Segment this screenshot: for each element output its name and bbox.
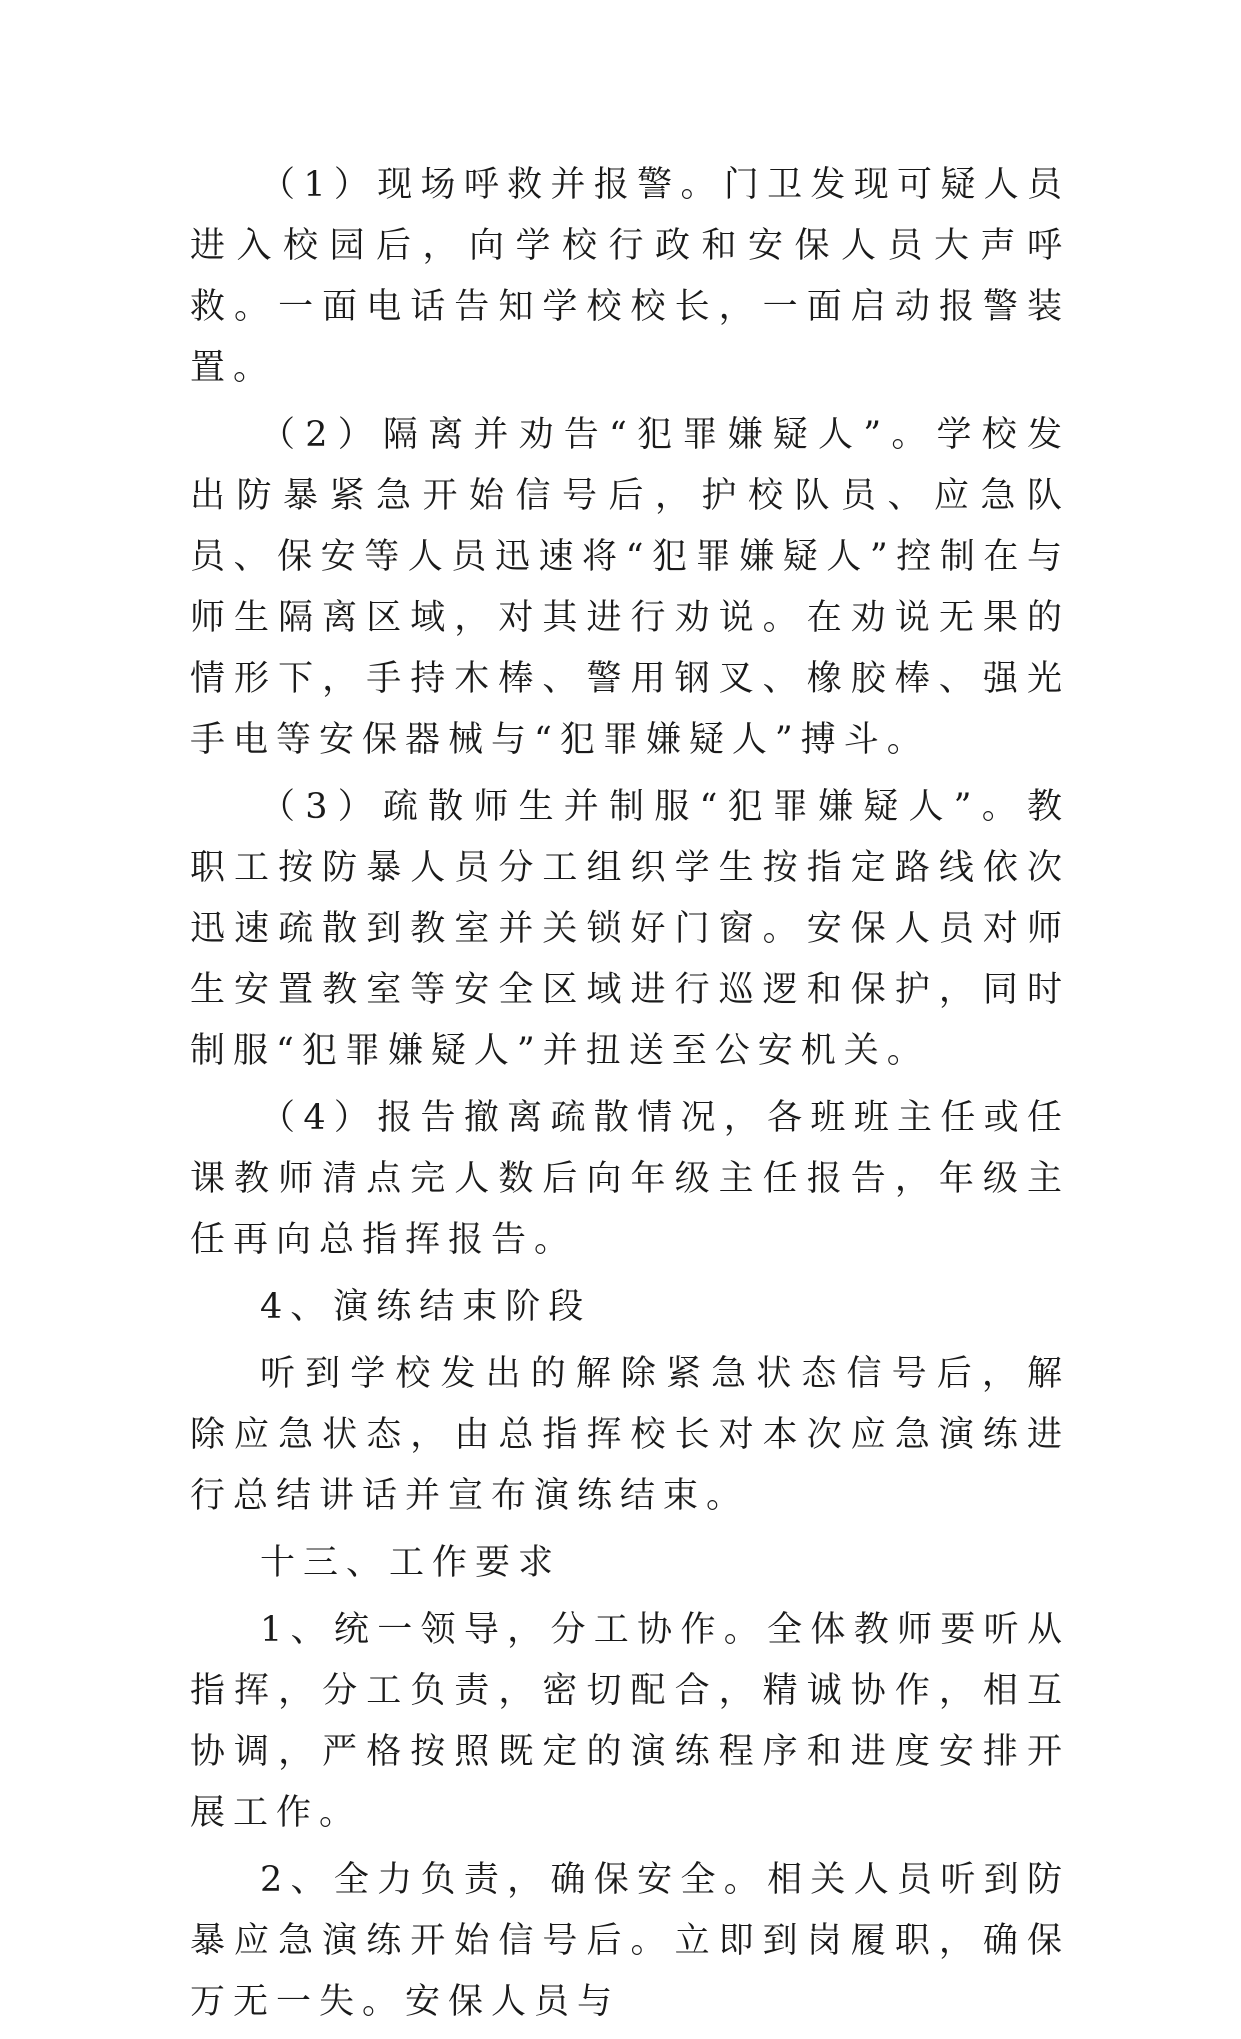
paragraph-step-4-report: （4）报告撤离疏散情况，各班班主任或任课教师清点完人数后向年级主任报告，年级主任再向总指挥报告。 [190,1098,1070,1260]
paragraph-requirement-1: 1、统一领导，分工协作。全体教师要听从指挥，分工负责，密切配合，精诚协作，相互协调，严格按照既定的演练程序和进度安排开展工作。 [190,1610,1070,1833]
document-body [190,155,1070,2039]
paragraph-requirement-2: 2、全力负责，确保安全。相关人员听到防暴应急演练开始信号后。立即到岗履职，确保万无一失。安保人员与 [190,1860,1070,2022]
section-heading-drill-end: 4、演练结束阶段 [260,1287,592,1327]
paragraph-step-1-alarm: （1）现场呼救并报警。门卫发现可疑人员进入校园后，向学校行政和安保人员大声呼救。一面电话告知学校校长，一面启动报警装置。 [190,165,1070,388]
paragraph-step-3-evacuate: （3）疏散师生并制服“犯罪嫌疑人”。教职工按防暴人员分工组织学生按指定路线依次迅速疏散到教室并关锁好门窗。安保人员对师生安置教室等安全区域进行巡逻和保护，同时制服“犯罪嫌疑人”并扭送至公安机关。 [190,787,1070,1071]
section-heading-work-requirements: 十三、工作要求 [260,1543,562,1583]
paragraph-step-2-isolate: （2）隔离并劝告“犯罪嫌疑人”。学校发出防暴紧急开始信号后，护校队员、应急队员、保安等人员迅速将“犯罪嫌疑人”控制在与师生隔离区域，对其进行劝说。在劝说无果的情形下，手持木棒、警用钢叉、橡胶棒、强光手电等安保器械与“犯罪嫌疑人”搏斗。 [190,415,1070,760]
paragraph-drill-end: 听到学校发出的解除紧急状态信号后，解除应急状态，由总指挥校长对本次应急演练进行总结讲话并宣布演练结束。 [190,1354,1070,1516]
